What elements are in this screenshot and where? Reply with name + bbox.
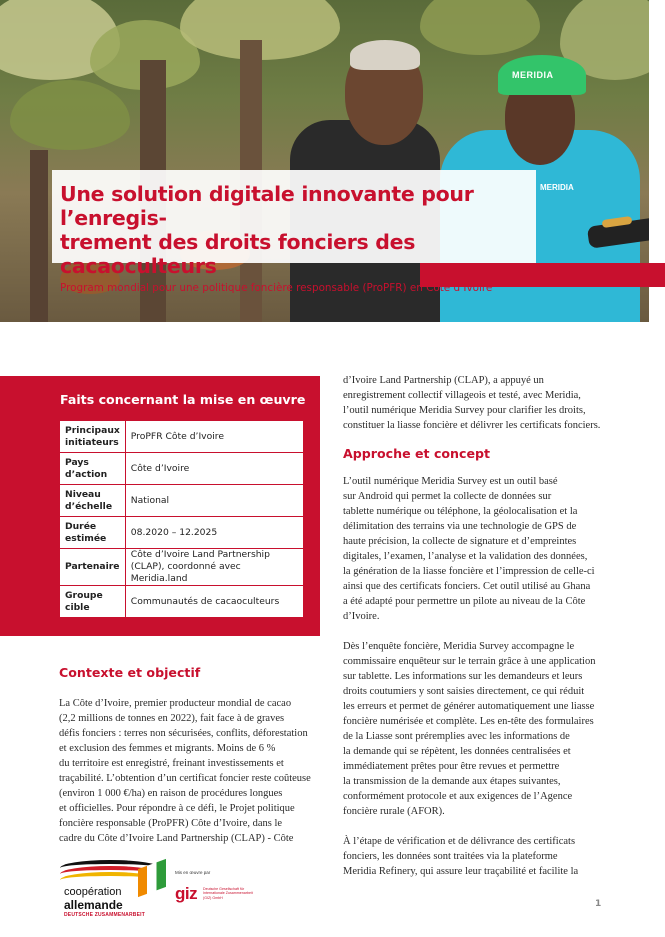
text-line: la génération de la liasse foncière et l’impression de celle-ci	[343, 566, 595, 577]
text-line: immédiatement prêtes pour être revues et permettre	[343, 761, 560, 772]
fact-key: Partenaire	[60, 549, 126, 586]
text-line: la transmission de la demande aux étapes suivantes,	[343, 776, 561, 787]
text-line: sur Android qui permet la collecte de données sur	[343, 491, 552, 502]
text-line: foncière responsable (ProPFR) Côte d’Ivoire, dans le	[59, 818, 283, 829]
text-line: tablette numérique ou téléphone, la géolocalisation et la	[343, 506, 578, 517]
text-line: (2,2 millions de tonnes en 2022), fait face à de graves	[59, 713, 285, 724]
text-line: (environ 1 000 €/ha) en raison de procédures longues	[59, 788, 283, 799]
table-row	[60, 549, 304, 586]
table-row	[60, 453, 304, 485]
fact-value: National	[125, 485, 303, 517]
fact-key: Principaux initiateurs	[60, 421, 126, 453]
text-line: foncière rurale (AFOR).	[343, 806, 445, 817]
fact-key: Groupe cible	[60, 586, 126, 618]
text-line: digitales, l’examen, l’analyse et la validation des données,	[343, 551, 588, 562]
text-line: d’Ivoire Land Partnership (CLAP), a appuyé un	[343, 375, 544, 386]
text-line: cadre du Côte d’Ivoire Land Partnership (CLAP) - Côte	[59, 833, 294, 844]
fact-value: ProPFR Côte d’Ivoire	[125, 421, 303, 453]
title-line-1: Une solution digitale innovante pour l’enregis-	[60, 182, 474, 230]
text-line: constituer la liasse foncière et délivrer les certificats fonciers.	[343, 420, 601, 431]
text-line: sur tablette. Les informations sur les demandeurs et leurs	[343, 671, 583, 682]
text-line: Meridia Refinery, qui assure leur traçabilité et facilite la	[343, 866, 579, 877]
fact-key: Durée estimée	[60, 517, 126, 549]
text-line: À l’étape de vérification et de délivrance des certificats	[343, 836, 576, 847]
page-title	[60, 182, 526, 278]
text-line: conformément protocole et aux exigences de l’Agence	[343, 791, 573, 802]
logo-text-line2: allemande	[64, 898, 123, 912]
text-line: fonciers, les données sont traitées via la plateforme	[343, 851, 558, 862]
table-row	[60, 485, 304, 517]
context-heading: Contexte et objectif	[59, 665, 201, 680]
giz-full-name: Deutsche Gesellschaft für Internationale Zusammenarbeit (GIZ) GmbH	[203, 887, 253, 900]
leaf-shape	[10, 80, 130, 150]
text-line: délimitation des terrains via une technologie de GPS de	[343, 521, 577, 532]
text-line: et officielles. Pour répondre à ce défi, le Projet politique	[59, 803, 295, 814]
text-line: d’Ivoire.	[343, 611, 380, 622]
text-line: ainsi que des certificats fonciers. Cet outil utilisé au Ghana	[343, 581, 591, 592]
text-line: la demande qui se répètent, les données centralisées et	[343, 746, 571, 757]
text-line: droits coutumiers y sont saisies directement, ce qui réduit	[343, 686, 585, 697]
text-line: les erreurs et permet de générer automatiquement une liasse	[343, 701, 595, 712]
page-number: 1	[595, 899, 602, 909]
giz-implemented-by: Mis en œuvre par	[175, 870, 211, 875]
table-row	[60, 517, 304, 549]
fact-key: Pays d’action	[60, 453, 126, 485]
approach-heading: Approche et concept	[343, 446, 491, 461]
title-box	[52, 170, 536, 294]
context-continued	[343, 373, 611, 433]
text-line: du territoire est enregistré, freinant investissements et	[59, 758, 284, 769]
cap-logo-text: MERIDIA	[512, 70, 554, 80]
context-body	[59, 696, 321, 846]
text-line: et exclusion des femmes et migrants. Moins de 6 %	[59, 743, 276, 754]
logo-text-line3: DEUTSCHE ZUSAMMENARBEIT	[64, 912, 145, 918]
cooperation-allemande-logo	[58, 858, 168, 920]
page-subtitle: Program mondial pour une politique foncière responsable (ProPFR) en Côte d’Ivoire	[60, 282, 493, 294]
text-line: a été adapté pour permettre un pilote au niveau de la Côte	[343, 596, 586, 607]
paragraph	[343, 474, 611, 624]
fact-value: 08.2020 – 12.2025	[125, 517, 303, 549]
paragraph	[343, 834, 611, 879]
leaf-shape	[420, 0, 540, 55]
text-line: traçabilité. L’obtention d’un certificat foncier reste coûteuse	[59, 773, 311, 784]
shirt-logo-text: MERIDIA	[540, 183, 574, 192]
text-line: l’outil numérique Meridia Survey pour clarifier les droits,	[343, 405, 586, 416]
title-line-2: trement des droits fonciers des cacaoculteurs	[60, 230, 416, 278]
tree-trunk	[30, 150, 48, 322]
text-line: de la Liasse sont préremplies avec les informations de	[343, 731, 570, 742]
table-row	[60, 421, 304, 453]
farmer-hair	[350, 40, 420, 70]
fact-key: Niveau d’échelle	[60, 485, 126, 517]
fact-value: Côte d’Ivoire	[125, 453, 303, 485]
text-line: haute précision, la collecte de signature et d’empreintes	[343, 536, 577, 547]
facts-table	[59, 420, 304, 618]
paragraph	[343, 639, 611, 819]
text-line: commissaire enquêteur sur le terrain grâce à une application	[343, 656, 596, 667]
fact-value: Côte d’Ivoire Land Partnership (CLAP), coordonné avec Meridia.land	[125, 549, 303, 586]
fact-value: Communautés de cacaoculteurs	[125, 586, 303, 618]
text-line: L’outil numérique Meridia Survey est un outil basé	[343, 476, 558, 487]
approach-body	[343, 474, 611, 894]
text-line: La Côte d’Ivoire, premier producteur mondial de cacao	[59, 698, 292, 709]
text-line: défis fonciers : terres non sécurisées, conflits, déforestation	[59, 728, 308, 739]
table-row	[60, 586, 304, 618]
facts-heading: Faits concernant la mise en œuvre	[60, 392, 306, 407]
giz-logo: giz	[175, 884, 198, 903]
text-line: enregistrement collectif villageois et testé, avec Meridia,	[343, 390, 581, 401]
text-line: foncière numérisée et complète. Les en-tête des formulaires	[343, 716, 594, 727]
logo-text-line1: coopération	[64, 886, 122, 898]
text-line: Dès l’enquête foncière, Meridia Survey accompagne le	[343, 641, 575, 652]
